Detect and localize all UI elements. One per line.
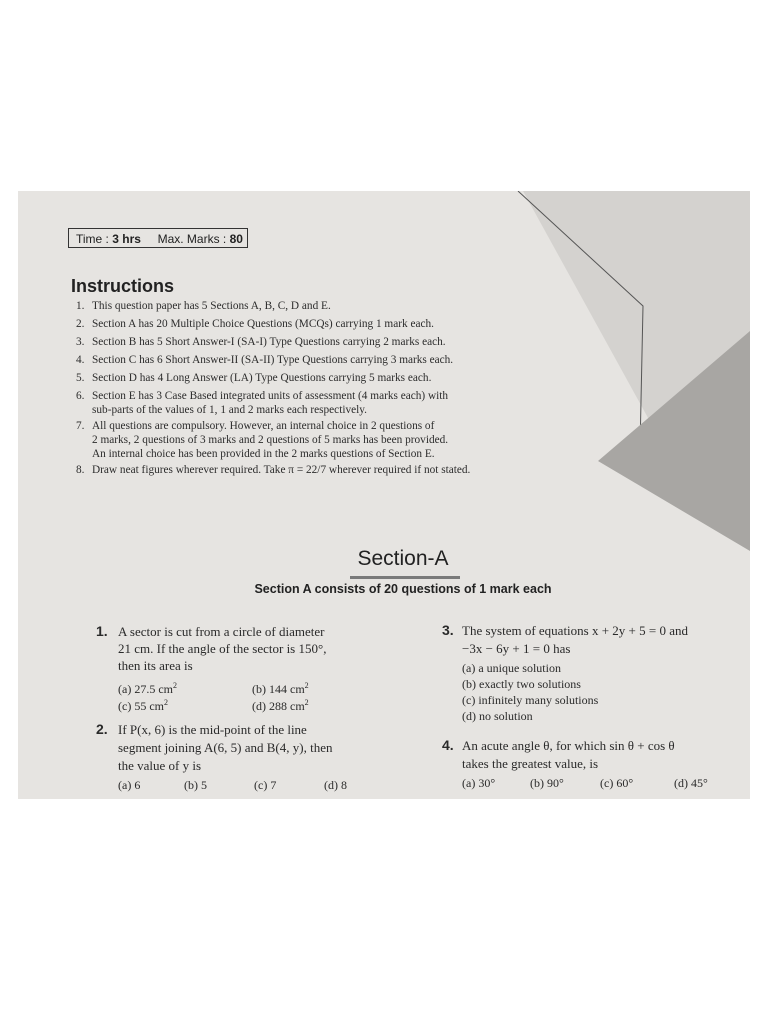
section-title-underline bbox=[350, 576, 460, 579]
instruction-item: 6. Section E has 3 Case Based integrated units of assessment (4 marks each) with sub-parts of the values of 1, 1 and 2 marks each respectively. bbox=[76, 390, 449, 416]
instructions-heading: Instructions bbox=[71, 276, 175, 296]
question-text: An acute angle θ, for which sin θ + cos θ bbox=[462, 738, 675, 753]
question-number: 3. bbox=[442, 622, 454, 638]
option-c: (c) 55 $cm^2$ bbox=[118, 698, 168, 713]
question-text: If P(x, 6) is the mid-point of the line bbox=[118, 722, 307, 737]
question-text: the value of y is bbox=[118, 758, 202, 773]
marks-value: 80 bbox=[229, 232, 243, 246]
option-d: (d) 288 $cm^2$ bbox=[252, 698, 309, 713]
question-text: takes the greatest value, is bbox=[462, 756, 599, 771]
time-marks-box bbox=[68, 228, 248, 248]
marks-label: Max. Marks : bbox=[157, 232, 227, 246]
option-b: (b) 144 $cm^2$ bbox=[252, 681, 309, 696]
option-c: (c) 7 bbox=[254, 778, 277, 792]
option-b: (b) 5 bbox=[184, 778, 207, 792]
option-a: (a) 6 bbox=[118, 778, 141, 792]
question-number: 4. bbox=[442, 737, 454, 753]
instruction-item: 2. Section A has 20 Multiple Choice Questions (MCQs) carrying 1 mark each. bbox=[76, 318, 434, 330]
option-d: (d) 8 bbox=[324, 778, 347, 792]
instruction-item: 3. Section B has 5 Short Answer-I (SA-I) Type Questions carrying 2 marks each. bbox=[76, 336, 446, 348]
option-b: (b) 90° bbox=[530, 776, 564, 790]
option-a: (a) a unique solution bbox=[462, 661, 561, 675]
instruction-item: 4. Section C has 6 Short Answer-II (SA-II) Type Questions carrying 3 marks each. bbox=[76, 354, 454, 366]
section-subtitle: Section A consists of 20 questions of 1 mark each bbox=[254, 582, 552, 596]
section-title: Section-A bbox=[357, 547, 449, 570]
question-number: 1. bbox=[96, 623, 108, 639]
question-text: 21 cm. If the angle of the sector is 150°, bbox=[118, 641, 327, 656]
exam-page bbox=[18, 191, 750, 799]
option-a: (a) 27.5 $cm^2$ bbox=[118, 681, 177, 696]
option-c: (c) infinitely many solutions bbox=[462, 693, 599, 707]
question-text: −3x − 6y + 1 = 0 has bbox=[462, 641, 571, 656]
instruction-item: 1. This question paper has 5 Sections A, B, C, D and E. bbox=[76, 300, 331, 312]
option-b: (b) exactly two solutions bbox=[462, 677, 581, 691]
instruction-item: 5. Section D has 4 Long Answer (LA) Type Questions carrying 5 marks each. bbox=[76, 372, 432, 384]
question-number: 2. bbox=[96, 721, 108, 737]
instruction-item: 8. Draw neat figures wherever required. Take π = 22/7 wherever required if not stated. bbox=[76, 464, 471, 476]
question-text: The system of equations x + 2y + 5 = 0 and bbox=[462, 623, 688, 638]
instruction-item: 7. All questions are compulsory. However, an internal choice in 2 questions of 2 marks, 2 questions of 3 marks and 2 questions of 5 marks has been provided. An internal choice has been provided in the 2 marks questions of Section E. bbox=[76, 420, 449, 460]
option-d: (d) no solution bbox=[462, 709, 533, 723]
time-value: 3 hrs bbox=[112, 232, 141, 246]
option-c: (c) 60° bbox=[600, 776, 634, 790]
option-d: (d) 45° bbox=[674, 776, 708, 790]
question-text: then its area is bbox=[118, 658, 193, 673]
time-label: Time : bbox=[76, 232, 109, 246]
option-a: (a) 30° bbox=[462, 776, 496, 790]
question-text: A sector is cut from a circle of diameter bbox=[118, 624, 325, 639]
question-text: segment joining A(6, 5) and B(4, y), then bbox=[118, 740, 333, 755]
